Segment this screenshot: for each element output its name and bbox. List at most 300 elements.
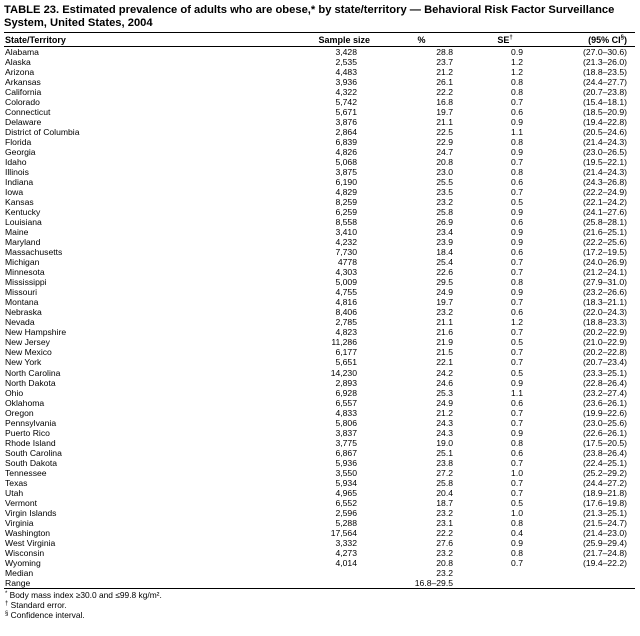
cell-ci: (21.5–24.7) [583,517,627,528]
cell-ci: (21.3–26.0) [583,57,627,68]
cell-pct: 23.8 [436,457,453,468]
table-row [4,147,635,157]
cell-n: 4,823 [335,327,357,338]
cell-ci: (20.7–23.4) [583,357,627,368]
table-body [4,47,635,589]
cell-ci: (23.3–25.1) [583,367,627,378]
footnote-mark: § [5,611,9,618]
cell-se: 0.6 [511,447,523,458]
cell-pct: 23.4 [436,227,453,238]
cell-n: 4,483 [335,67,357,78]
cell-se: 0.9 [511,47,523,57]
cell-se: 1.2 [511,67,523,78]
cell-se: 0.8 [511,277,523,288]
cell-pct: 25.5 [436,177,453,188]
table-row [4,478,635,488]
cell-se: 0.6 [511,397,523,408]
table-row [4,97,635,107]
cell-state: West Virginia [5,537,56,548]
cell-n: 5,934 [335,477,357,488]
cell-state: Minnesota [5,267,45,278]
cell-state: Arizona [5,67,35,78]
header-ci-label: (95% CI [588,34,621,45]
cell-state: Texas [5,477,28,488]
cell-pct: 24.3 [436,417,453,428]
cell-ci: (21.0–22.9) [583,337,627,348]
cell-state: New Hampshire [5,327,67,338]
cell-ci: (21.4–23.0) [583,527,627,538]
cell-pct: 23.2 [436,547,453,558]
cell-se: 0.7 [511,557,523,568]
cell-pct: 25.4 [436,257,453,268]
cell-se: 0.6 [511,177,523,188]
cell-state: Washington [5,527,51,538]
cell-ci: (21.4–24.3) [583,167,627,178]
cell-state: Georgia [5,147,36,158]
cell-state: Connecticut [5,107,51,118]
cell-ci: (23.0–25.6) [583,417,627,428]
cell-n: 6,867 [335,447,357,458]
cell-n: 4,826 [335,147,357,158]
cell-ci: (18.3–21.1) [583,297,627,308]
cell-pct: 18.7 [436,497,453,508]
cell-ci: (19.5–22.1) [583,157,627,168]
cell-ci: (22.4–25.1) [583,457,627,468]
cell-state: New Mexico [5,347,52,358]
cell-n: 3,332 [335,537,357,548]
cell-state: Utah [5,487,24,498]
cell-state: Louisiana [5,217,42,228]
cell-pct: 24.9 [436,287,453,298]
cell-pct: 21.1 [436,317,453,328]
cell-n: 5,742 [335,97,357,108]
cell-pct: 28.8 [436,47,453,57]
table-row [4,247,635,257]
cell-pct: 18.4 [436,247,453,258]
cell-pct: 25.8 [436,207,453,218]
table-row [4,197,635,207]
cell-ci: (22.8–26.4) [583,377,627,388]
cell-se: 0.4 [511,527,523,538]
cell-ci: (20.5–24.6) [583,127,627,138]
cell-se: 0.7 [511,357,523,368]
table-row [4,207,635,217]
cell-state: Nebraska [5,307,42,318]
cell-se: 0.7 [511,407,523,418]
cell-state: South Dakota [5,457,58,468]
cell-n: 4,829 [335,187,357,198]
cell-se: 1.0 [511,467,523,478]
cell-se: 0.9 [511,377,523,388]
cell-pct: 23.7 [436,57,453,68]
cell-ci: (23.8–26.4) [583,447,627,458]
table-row [4,167,635,177]
cell-ci: (21.4–24.3) [583,137,627,148]
cell-n: 3,875 [335,167,357,178]
header-percent: % [384,33,459,47]
cell-state: New Jersey [5,337,50,348]
cell-se: 1.1 [511,127,523,138]
table-row [4,237,635,247]
cell-pct: 21.6 [436,327,453,338]
cell-n: 17,564 [330,527,357,538]
table-row [4,217,635,227]
header-state: State/Territory [4,33,274,47]
cell-se: 0.6 [511,247,523,258]
cell-state: North Dakota [5,377,56,388]
cell-se: 1.2 [511,57,523,68]
table-row [4,257,635,267]
cell-ci: (24.4–27.7) [583,77,627,88]
cell-n: 8,406 [335,307,357,318]
cell-se: 0.5 [511,197,523,208]
cell-pct: 24.9 [436,397,453,408]
table-row [4,297,635,307]
table-row [4,518,635,528]
table-row [4,428,635,438]
cell-se: 0.7 [511,347,523,358]
cell-ci: (22.2–24.9) [583,187,627,198]
table-row [4,388,635,398]
cell-se: 0.6 [511,217,523,228]
table-row [4,558,635,568]
table-row [4,568,635,578]
footnote-mark: † [5,601,9,608]
cell-se: 0.8 [511,77,523,88]
cell-ci: (17.2–19.5) [583,247,627,258]
cell-se: 0.9 [511,147,523,158]
cell-state: Maryland [5,237,41,248]
cell-ci: (25.8–28.1) [583,217,627,228]
cell-pct: 25.8 [436,477,453,488]
cell-ci: (17.6–19.8) [583,497,627,508]
cell-n: 4,755 [335,287,357,298]
cell-ci: (18.8–23.5) [583,67,627,78]
cell-se: 0.7 [511,417,523,428]
cell-pct: 23.2 [436,307,453,318]
table-row [4,307,635,317]
cell-n: 6,839 [335,137,357,148]
cell-se: 0.9 [511,237,523,248]
cell-n: 3,876 [335,117,357,128]
cell-state: Oklahoma [5,397,45,408]
table-title: TABLE 23. Estimated prevalence of adults who are obese,* by state/territory — Behavioral Risk Factor Surveillance System, United States, 2004 [4,4,615,29]
cell-n: 3,837 [335,427,357,438]
cell-pct: 24.7 [436,147,453,158]
cell-se: 0.8 [511,167,523,178]
cell-se: 1.2 [511,317,523,328]
footnote [5,590,635,600]
cell-pct: 22.9 [436,137,453,148]
cell-se: 0.8 [511,87,523,98]
cell-state: Kansas [5,197,34,208]
table-row [4,47,635,58]
cell-se: 0.9 [511,287,523,298]
footnote-text: Confidence interval. [8,610,85,621]
cell-state: Median [5,567,34,578]
cell-pct: 20.8 [436,157,453,168]
header-ci-close: ) [624,34,627,45]
cell-state: Indiana [5,177,34,188]
footnote-mark: * [5,590,8,597]
cell-pct: 16.8–29.5 [384,578,459,589]
cell-n: 2,864 [335,127,357,138]
cell-ci: (18.8–23.3) [583,317,627,328]
cell-n: 2,785 [335,317,357,328]
cell-ci: (18.5–20.9) [583,107,627,118]
cell-state: Colorado [5,97,40,108]
footnote [5,600,635,610]
cell-se: 0.7 [511,267,523,278]
cell-ci: (23.0–26.5) [583,147,627,158]
table-row [4,448,635,458]
cell-n: 4,833 [335,407,357,418]
cell-se: 1.0 [511,507,523,518]
cell-pct: 29.5 [436,277,453,288]
table-row [4,127,635,137]
table-row [4,368,635,378]
header-se-label: SE [497,34,510,45]
cell-ci: (23.6–26.1) [583,397,627,408]
cell-state: Delaware [5,117,42,128]
cell-ci: (24.3–26.8) [583,177,627,188]
table-row [4,498,635,508]
cell-pct: 23.2 [436,567,453,578]
cell-state: Nevada [5,317,35,328]
cell-se: 0.8 [511,137,523,148]
cell-ci: (19.9–22.6) [583,407,627,418]
cell-ci: (17.5–20.5) [583,437,627,448]
cell-se: 0.7 [511,327,523,338]
cell-pct: 26.1 [436,77,453,88]
cell-ci: (25.2–29.2) [583,467,627,478]
cell-pct: 25.3 [436,387,453,398]
cell-n: 6,177 [335,347,357,358]
cell-pct: 23.2 [436,507,453,518]
table-row [4,57,635,67]
table-row [4,137,635,147]
cell-pct: 23.2 [436,197,453,208]
cell-se: 0.7 [511,477,523,488]
cell-state: Wisconsin [5,547,45,558]
cell-n: 4,816 [335,297,357,308]
cell-state: Montana [5,297,39,308]
obesity-prevalence-table [4,32,635,589]
cell-n: 4,273 [335,547,357,558]
footnotes [4,590,635,621]
table-row [4,378,635,388]
table-row [4,528,635,538]
cell-pct: 23.5 [436,187,453,198]
table-row [4,337,635,347]
header-row [4,33,635,47]
table-row [4,287,635,297]
cell-n: 6,557 [335,397,357,408]
cell-n: 4,303 [335,267,357,278]
cell-pct: 25.1 [436,447,453,458]
table-row [4,538,635,548]
table-row [4,157,635,167]
cell-pct: 20.4 [436,487,453,498]
cell-state: Pennsylvania [5,417,57,428]
cell-n: 8,259 [335,197,357,208]
header-se-footnote-mark: † [509,34,513,41]
table-row [4,267,635,277]
header-se [459,33,531,47]
cell-state: South Carolina [5,447,62,458]
cell-se: 0.7 [511,297,523,308]
cell-pct: 21.2 [436,407,453,418]
cell-n: 3,775 [335,437,357,448]
cell-pct: 22.2 [436,527,453,538]
cell-state: Arkansas [5,77,41,88]
cell-ci: (19.4–22.2) [583,557,627,568]
cell-se: 0.7 [511,157,523,168]
table-row [4,418,635,428]
cell-pct: 19.7 [436,297,453,308]
cell-n: 5,671 [335,107,357,118]
table-row [4,438,635,448]
cell-pct: 22.1 [436,357,453,368]
cell-n [274,568,384,578]
cell-ci: (21.6–25.1) [583,227,627,238]
cell-pct: 23.0 [436,167,453,178]
cell-pct: 27.6 [436,537,453,548]
cell-n: 3,936 [335,77,357,88]
cell-state: Range [4,578,274,589]
cell-se: 0.5 [511,337,523,348]
table-row [4,177,635,187]
cell-se: 0.7 [511,457,523,468]
table-row [4,398,635,408]
cell-pct: 21.9 [436,337,453,348]
cell-n: 6,259 [335,207,357,218]
cell-ci [531,568,635,578]
cell-pct: 24.2 [436,367,453,378]
cell-pct: 20.8 [436,557,453,568]
cell-state: Ohio [5,387,24,398]
cell-pct: 21.2 [436,67,453,78]
cell-se: 0.9 [511,227,523,238]
cell-pct: 27.2 [436,467,453,478]
cell-state: Mississippi [5,277,47,288]
cell-se: 0.8 [511,437,523,448]
cell-ci: (27.9–31.0) [583,277,627,288]
table-row [4,107,635,117]
cell-n: 5,068 [335,157,357,168]
cell-se: 0.7 [511,487,523,498]
cell-n: 5,936 [335,457,357,468]
table-row [4,578,635,589]
footnote-text: Body mass index ≥30.0 and ≤99.8 kg/m². [7,589,162,600]
table-row [4,117,635,127]
header-ci [531,33,635,47]
cell-ci: (20.7–23.8) [583,87,627,98]
cell-n: 2,893 [335,377,357,388]
cell-se: 0.9 [511,537,523,548]
cell-n [274,578,384,589]
cell-state: North Carolina [5,367,61,378]
cell-se: 1.1 [511,387,523,398]
table-row [4,357,635,367]
table-row [4,347,635,357]
cell-state: Kentucky [5,207,41,218]
cell-n: 4,014 [335,557,357,568]
table-row [4,548,635,558]
cell-n: 3,428 [335,47,357,57]
cell-n: 4,965 [335,487,357,498]
cell-se: 0.7 [511,97,523,108]
cell-ci: (24.1–27.6) [583,207,627,218]
cell-se: 0.7 [511,257,523,268]
cell-ci: (21.3–25.1) [583,507,627,518]
cell-state: Virgin Islands [5,507,57,518]
cell-state: Illinois [5,167,29,178]
table-row [4,488,635,498]
cell-se: 0.8 [511,517,523,528]
cell-n: 4,232 [335,237,357,248]
cell-state: Idaho [5,157,27,168]
table-row [4,458,635,468]
cell-ci: (15.4–18.1) [583,97,627,108]
cell-ci: (23.2–27.4) [583,387,627,398]
cell-ci: (25.9–29.4) [583,537,627,548]
cell-state: New York [5,357,42,368]
cell-state: Tennessee [5,467,47,478]
cell-n: 14,230 [330,367,357,378]
cell-state: California [5,87,42,98]
header-sample-size: Sample size [274,33,384,47]
cell-state: Virginia [5,517,34,528]
cell-se: 0.8 [511,547,523,558]
table-row [4,327,635,337]
cell-state: District of Columbia [5,127,80,138]
cell-pct: 23.1 [436,517,453,528]
header-ci-footnote-mark: § [620,34,624,41]
cell-state: Massachusetts [5,247,63,258]
cell-n: 4778 [337,257,357,268]
cell-ci: (20.2–22.8) [583,347,627,358]
cell-se: 0.9 [511,207,523,218]
cell-ci: (27.0–30.6) [583,47,627,57]
cell-ci: (22.2–25.6) [583,237,627,248]
cell-state: Alaska [5,57,31,68]
cell-n: 5,288 [335,517,357,528]
cell-pct: 22.5 [436,127,453,138]
table-row [4,408,635,418]
cell-ci: (24.0–26.9) [583,257,627,268]
cell-ci: (24.4–27.2) [583,477,627,488]
cell-ci: (21.7–24.8) [583,547,627,558]
cell-n: 7,730 [335,247,357,258]
cell-se: 0.5 [511,497,523,508]
cell-se: 0.6 [511,107,523,118]
table-row [4,277,635,287]
cell-n: 3,410 [335,227,357,238]
cell-se: 0.5 [511,367,523,378]
cell-se: 0.7 [511,187,523,198]
cell-se: 0.6 [511,307,523,318]
cell-pct: 22.2 [436,87,453,98]
cell-ci: (20.2–22.9) [583,327,627,338]
cell-n: 2,596 [335,507,357,518]
table-row [4,468,635,478]
cell-pct: 24.6 [436,377,453,388]
table-row [4,317,635,327]
cell-ci: (22.6–26.1) [583,427,627,438]
cell-n: 5,806 [335,417,357,428]
table-row [4,87,635,97]
